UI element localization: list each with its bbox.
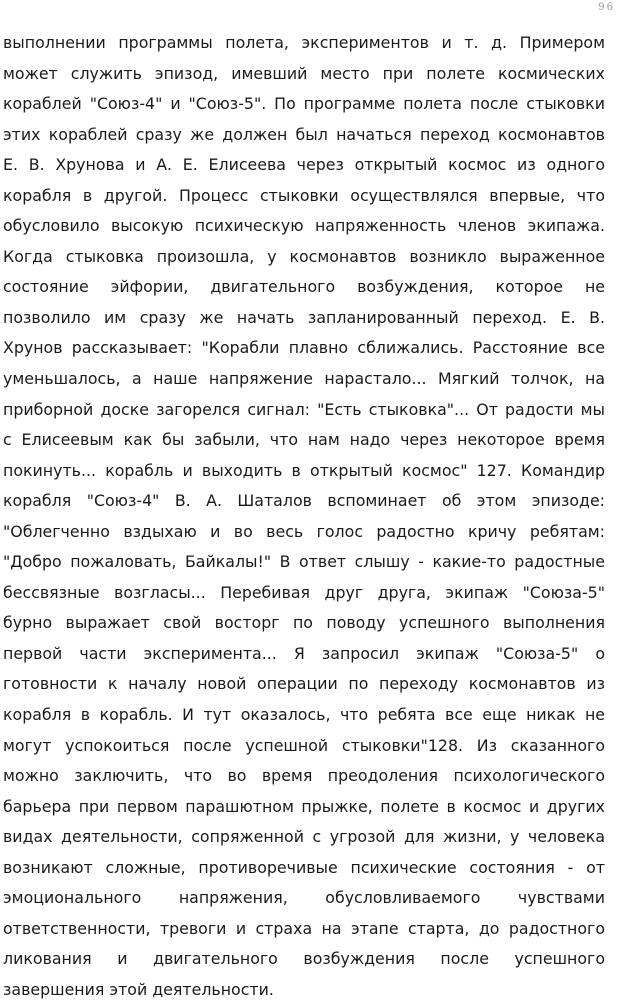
text-line: барьера при первом парашютном прыжке, полете в космос и других (3, 796, 605, 816)
text-line: "Облегченно вздыхаю и во весь голос радостно кричу ребятам: (3, 521, 605, 541)
text-line: возникают сложные, противоречивые психические состояния - от (3, 857, 605, 877)
text-line: может служить эпизод, имевший место при полете космических (3, 63, 605, 83)
text-line: первой части эксперимента... Я запросил экипаж "Союза-5" о (3, 643, 605, 663)
text-line: могут успокоиться после успешной стыковки"128. Из сказанного (3, 735, 605, 755)
text-line: бессвязные возгласы... Перебивая друг друга, экипаж "Союза-5" (3, 582, 605, 602)
text-line: этих кораблей сразу же должен был начаться переход космонавтов (3, 124, 605, 144)
text-line: завершения этой деятельности. (3, 979, 274, 999)
text-line: позволило им сразу же начать запланированный переход. Е. В. (3, 307, 605, 327)
text-line: эмоционального напряжения, обусловливаемого чувствами (3, 888, 605, 908)
text-line: состояние эйфории, двигательного возбуждения, которое не (3, 277, 605, 297)
text-line: корабля в корабль. И тут оказалось, что ребята все еще никак не (3, 705, 605, 725)
text-line: бурно выражает свой восторг по поводу успешного выполнения (3, 613, 605, 633)
text-line: ответственности, тревоги и страха на этапе старта, до радостного (3, 918, 605, 938)
text-line: приборной доске загорелся сигнал: "Есть стыковка"... От радости мы (3, 399, 605, 419)
text-line: видах деятельности, сопряженной с угрозой для жизни, у человека (3, 827, 605, 847)
text-line: обусловило высокую психическую напряженность членов экипажа. (3, 216, 605, 236)
text-line: готовности к началу новой операции по переходу космонавтов из (3, 674, 605, 694)
text-line: с Елисеевым как бы забыли, что нам надо через некоторое время (3, 430, 605, 450)
text-line: корабля в другой. Процесс стыковки осуществлялся впервые, что (3, 185, 605, 205)
text-line: уменьшалось, а наше напряжение нарастало... Мягкий толчок, на (3, 369, 605, 389)
text-line: кораблей "Союз-4" и "Союз-5". По программе полета после стыковки (3, 94, 605, 114)
text-line: корабля "Союз-4" В. А. Шаталов вспоминает об этом эпизоде: (3, 491, 605, 511)
text-line: покинуть... корабль и выходить в открытый космос" 127. Командир (3, 460, 605, 480)
text-line: Хрунов рассказывает: "Корабли плавно сближались. Расстояние все (3, 338, 605, 358)
page-number: 96 (598, 2, 615, 13)
text-line: можно заключить, что во время преодоления психологического (3, 766, 605, 786)
text-line: выполнении программы полета, экспериментов и т. д. Примером (3, 33, 605, 52)
text-line: Когда стыковка произошла, у космонавтов возникло выраженное (3, 246, 605, 266)
text-line: Е. В. Хрунова и А. Е. Елисеева через открытый космос из одного (3, 155, 605, 175)
text-line: ликования и двигательного возбуждения после успешного (3, 949, 605, 969)
body-text (3, 28, 605, 1006)
text-line: "Добро пожаловать, Байкалы!" В ответ слышу - какие-то радостные (3, 552, 605, 572)
